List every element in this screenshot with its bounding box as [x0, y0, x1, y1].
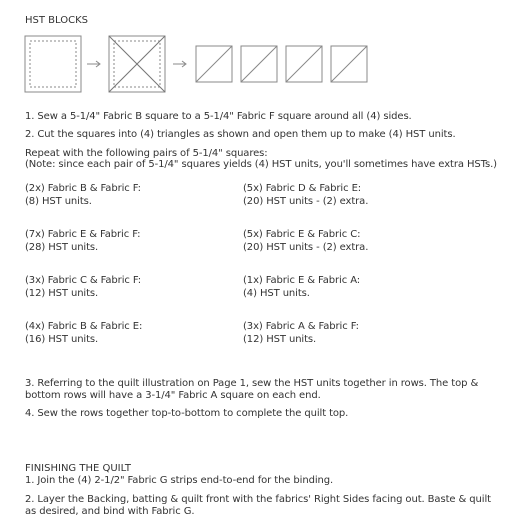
pair-label: (4x) Fabric B & Fabric E: [25, 321, 143, 332]
pair-result: (12) HST units. [243, 334, 317, 345]
instruction-step-1: 1. Sew a 5-1/4" Fabric B square to a 5-1/4" Fabric F square around all (4) sides. [25, 111, 412, 122]
sewn-square-icon [25, 36, 81, 92]
pair-label: (3x) Fabric C & Fabric F: [25, 275, 141, 286]
pair-label: (2x) Fabric B & Fabric F: [25, 183, 141, 194]
hst-blocks-heading: HST BLOCKS [25, 15, 88, 26]
pair-result: (12) HST units. [25, 288, 99, 299]
hst-unit-icon [331, 46, 367, 82]
instruction-step-4: 4. Sew the rows together top-to-bottom to complete the quilt top. [25, 408, 349, 419]
right-arrow-icon [173, 61, 186, 67]
pair-result: (4) HST units. [243, 288, 310, 299]
finishing-step-1: 1. Join the (4) 2-1/2" Fabric G strips end-to-end for the binding. [25, 475, 334, 486]
instruction-step-3: 3. Referring to the quilt illustration on Page 1, sew the HST units together in rows. The top & [25, 378, 479, 389]
pair-result: (8) HST units. [25, 196, 92, 207]
repeat-note: (Note: since each pair of 5-1/4" squares yields (4) HST units, you'll sometimes have extra HSTs.) [25, 159, 497, 170]
hst-diagram [0, 0, 530, 100]
finishing-heading: FINISHING THE QUILT [25, 463, 131, 474]
instruction-step-2: 2. Cut the squares into (4) triangles as shown and open them up to make (4) HST units. [25, 129, 456, 140]
repeat-intro: Repeat with the following pairs of 5-1/4" squares: [25, 148, 268, 159]
pair-result: (20) HST units - (2) extra. [243, 242, 369, 253]
pair-result: (20) HST units - (2) extra. [243, 196, 369, 207]
instruction-step-3-cont: bottom rows will have a 3-1/4" Fabric A square on each end. [25, 390, 321, 401]
pair-label: (7x) Fabric E & Fabric F: [25, 229, 141, 240]
finishing-step-2-cont: as desired, and bind with Fabric G. [25, 506, 195, 517]
pair-label: (5x) Fabric D & Fabric E: [243, 183, 362, 194]
hst-unit-icon [286, 46, 322, 82]
pair-result: (16) HST units. [25, 334, 99, 345]
pair-result: (28) HST units. [25, 242, 99, 253]
hst-unit-icon [196, 46, 232, 82]
right-arrow-icon [87, 61, 100, 67]
hst-unit-icon [241, 46, 277, 82]
pair-label: (5x) Fabric E & Fabric C: [243, 229, 361, 240]
finishing-step-2: 2. Layer the Backing, batting & quilt front with the fabrics' Right Sides facing out. Baste & quilt [25, 494, 491, 505]
cut-square-icon [109, 36, 165, 92]
pair-label: (1x) Fabric E & Fabric A: [243, 275, 361, 286]
pair-label: (3x) Fabric A & Fabric F: [243, 321, 359, 332]
